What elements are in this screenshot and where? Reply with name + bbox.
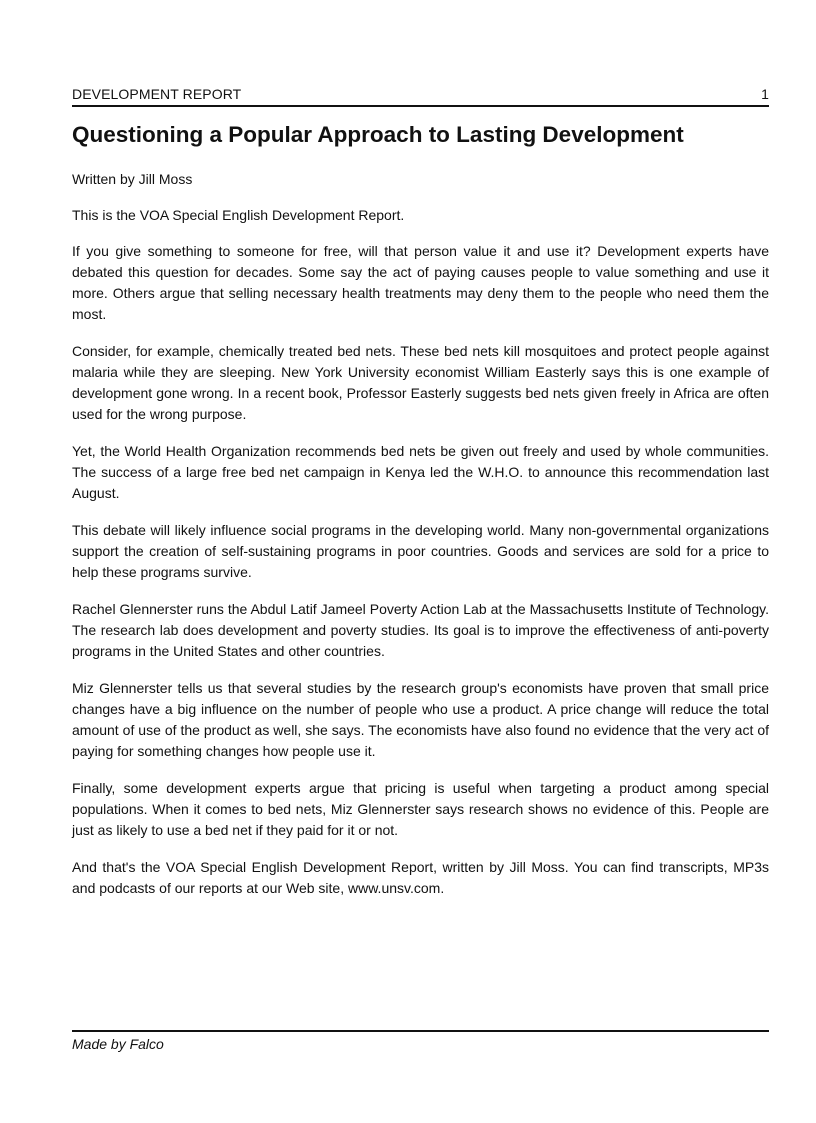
intro-paragraph: This is the VOA Special English Development Report. bbox=[72, 207, 405, 223]
footer-credit: Made by Falco bbox=[72, 1036, 164, 1052]
body-paragraph: If you give something to someone for free, will that person value it and use it? Development experts have debated this question for decades. Some say the act of paying causes people to value something and use it more. Others argue that selling necessary health treatments may deny them to the people who need them the most. bbox=[72, 243, 769, 322]
header-divider bbox=[72, 105, 769, 107]
body-paragraph: This debate will likely influence social programs in the developing world. Many non-governmental organizations support the creation of self-sustaining programs in poor countries. Goods and services are sold for a price to help these programs survive. bbox=[72, 522, 769, 580]
body-paragraph: Miz Glennerster tells us that several studies by the research group's economists have proven that small price changes have a big influence on the number of people who use a product. A price change will reduce the total amount of use of the product as well, she says. The economists have also found no evidence that the very act of paying for something changes how people use it. bbox=[72, 680, 769, 759]
article-title: Questioning a Popular Approach to Lasting Development bbox=[72, 122, 684, 147]
document-page bbox=[72, 0, 769, 1123]
article-body bbox=[72, 169, 769, 915]
header-section-label: DEVELOPMENT REPORT bbox=[72, 86, 242, 102]
footer-divider bbox=[72, 1030, 769, 1032]
page-header bbox=[72, 86, 769, 102]
body-paragraph: Consider, for example, chemically treated bed nets. These bed nets kill mosquitoes and protect people against malaria while they are sleeping. New York University economist William Easterly says this is one example of development gone wrong. In a recent book, Professor Easterly suggests bed nets given freely in Africa are often used for the wrong purpose. bbox=[72, 343, 769, 422]
closing-paragraph: And that's the VOA Special English Development Report, written by Jill Moss. You can find transcripts, MP3s and podcasts of our reports at our Web site, www.unsv.com. bbox=[72, 859, 769, 896]
body-paragraph: Finally, some development experts argue that pricing is useful when targeting a product among special populations. When it comes to bed nets, Miz Glennerster says research shows no evidence of this. People are just as likely to use a bed net if they paid for it or not. bbox=[72, 780, 769, 838]
byline: Written by Jill Moss bbox=[72, 171, 193, 187]
page-number: 1 bbox=[761, 86, 769, 102]
body-paragraph: Rachel Glennerster runs the Abdul Latif Jameel Poverty Action Lab at the Massachusetts Institute of Technology. The research lab does development and poverty studies. Its goal is to improve the effectiveness of anti-poverty programs in the United States and other countries. bbox=[72, 601, 769, 659]
body-paragraph: Yet, the World Health Organization recommends bed nets be given out freely and used by whole communities. The success of a large free bed net campaign in Kenya led the W.H.O. to announce this recommendation last August. bbox=[72, 443, 769, 501]
